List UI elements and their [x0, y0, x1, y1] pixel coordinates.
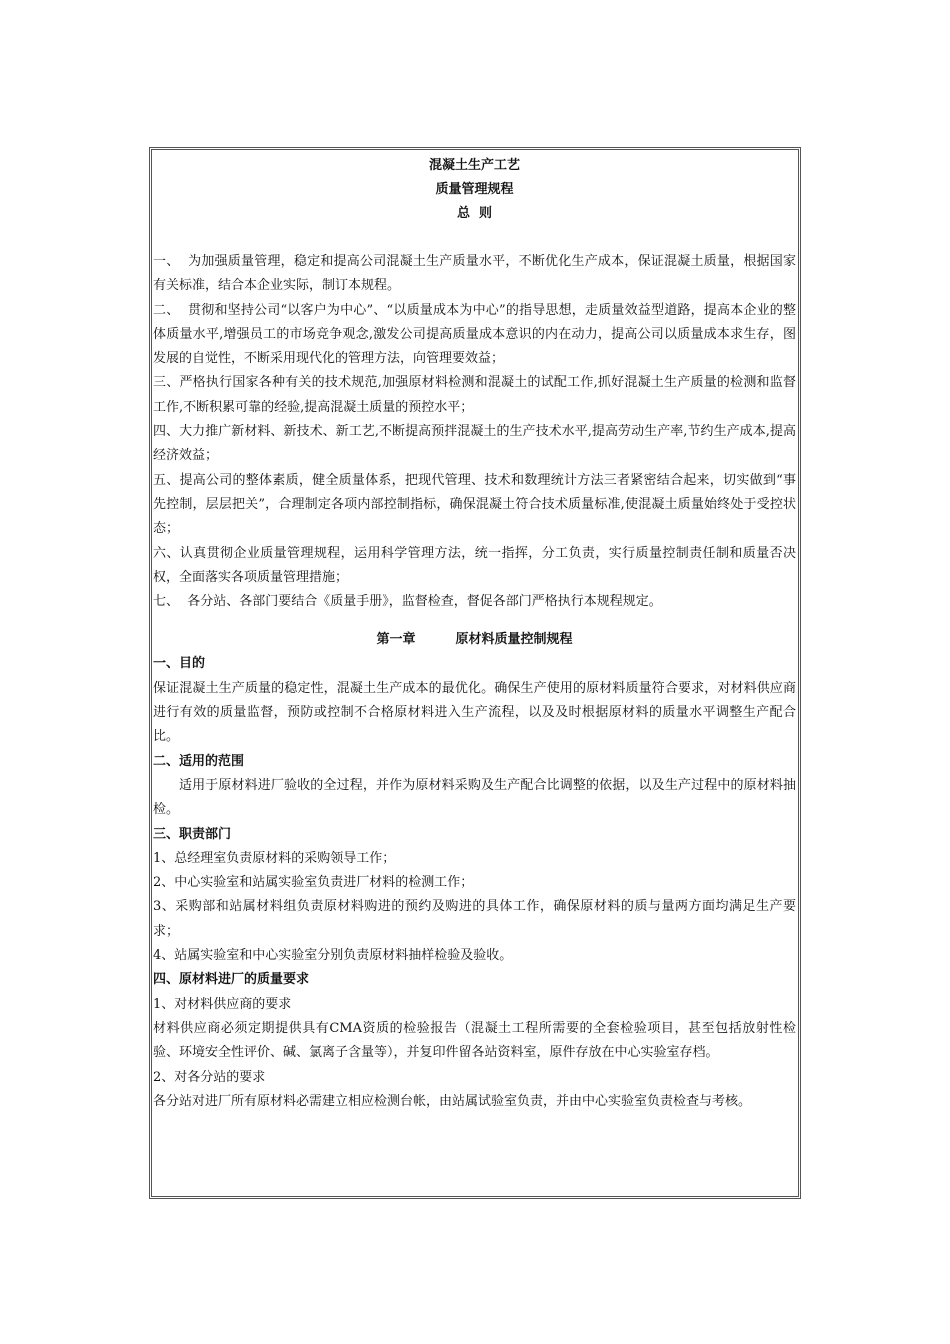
section-3-item-3: 3、采购部和站属材料组负责原材料购进的预约及购进的具体工作，确保原材料的质与量两方面均满足生产要求； — [153, 899, 796, 939]
section-2-text: 适用于原材料进厂验收的全过程，并作为原材料采购及生产配合比调整的依据，以及生产过程中的原材料抽检。 — [153, 777, 796, 818]
doc-title-line3: 总 则 — [456, 206, 493, 221]
section-4-text-1: 材料供应商必须定期提供具有CMA资质的检验报告（混凝土工程所需要的全套检验项目，甚至包括放射性检验、环境安全性评价、碱、氯离子含量等），并复印件留各站资料室，原件存放在中心实验室存档。 — [153, 1020, 796, 1061]
section-3-item-4: 4、站属实验室和中心实验室分别负责原材料抽样检验及验收。 — [153, 948, 513, 964]
general-clause-2: 二、 贯彻和坚持公司“以客户为中心”、“以质量成本为中心”的指导思想，走质量效益型道路，提高本企业的整体质量水平,增强员工的市场竞争观念,激发公司提高质量成本意识的内在动力，提高公司以质量成本求生存，图发展的自觉性，不断采用现代化的管理方法，向管理要效益； — [153, 302, 796, 367]
section-4-text-2: 各分站对进厂所有原材料必需建立相应检测台帐，由站属试验室负责，并由中心实验室负责检查与考核。 — [153, 1093, 752, 1109]
doc-title-line2: 质量管理规程 — [435, 182, 514, 197]
general-clause-5: 五、提高公司的整体素质，健全质量体系，把现代管理、技术和数理统计方法三者紧密结合起来，切实做到“事先控制，层层把关”，合理制定各项内部控制指标，确保混凝土符合技术质量标准,使混凝土质量始终处于受控状态； — [153, 472, 796, 537]
document-content — [153, 154, 796, 1114]
section-3-item-1: 1、总经理室负责原材料的采购领导工作； — [153, 850, 396, 866]
section-1-text: 保证混凝土生产质量的稳定性，混凝土生产成本的最优化。确保生产使用的原材料质量符合要求，对材料供应商进行有效的质量监督，预防或控制不合格原材料进入生产流程，以及及时根据原材料的质量水平调整生产配合比。 — [153, 680, 796, 745]
general-clause-3: 三、严格执行国家各种有关的技术规范,加强原材料检测和混凝土的试配工作,抓好混凝土生产质量的检测和监督工作,不断积累可靠的经验,提高混凝土质量的预控水平； — [153, 375, 796, 415]
section-2-title: 二、适用的范围 — [153, 753, 245, 769]
section-4-subtitle-2: 2、对各分站的要求 — [153, 1069, 266, 1085]
chapter-name: 原材料质量控制规程 — [455, 632, 573, 648]
chapter-number: 第一章 — [376, 632, 416, 648]
general-clause-7: 七、 各分站、各部门要结合《质量手册》，监督检查，督促各部门严格执行本规程规定。 — [153, 594, 662, 610]
section-4-title: 四、原材料进厂的质量要求 — [153, 972, 310, 988]
doc-title-line1: 混凝土生产工艺 — [428, 158, 520, 173]
section-1-title: 一、目的 — [153, 656, 206, 672]
section-3-title: 三、职责部门 — [153, 826, 232, 842]
document-frame — [149, 147, 801, 1199]
general-clause-4: 四、大力推广新材料、新技术、新工艺,不断提高预拌混凝土的生产技术水平,提高劳动生产率,节约生产成本,提高经济效益； — [153, 424, 796, 464]
section-3-item-2: 2、中心实验室和站属实验室负责进厂材料的检测工作； — [153, 875, 474, 891]
general-clause-6: 六、认真贯彻企业质量管理规程，运用科学管理方法，统一指挥，分工负责，实行质量控制责任制和质量否决权，全面落实各项质量管理措施； — [153, 545, 796, 585]
general-clause-1: 一、 为加强质量管理，稳定和提高公司混凝土生产质量水平，不断优化生产成本，保证混凝土质量，根据国家有关标准，结合本企业实际，制订本规程。 — [153, 254, 796, 294]
section-4-subtitle-1: 1、对材料供应商的要求 — [153, 996, 292, 1012]
chapter-heading — [153, 628, 796, 652]
